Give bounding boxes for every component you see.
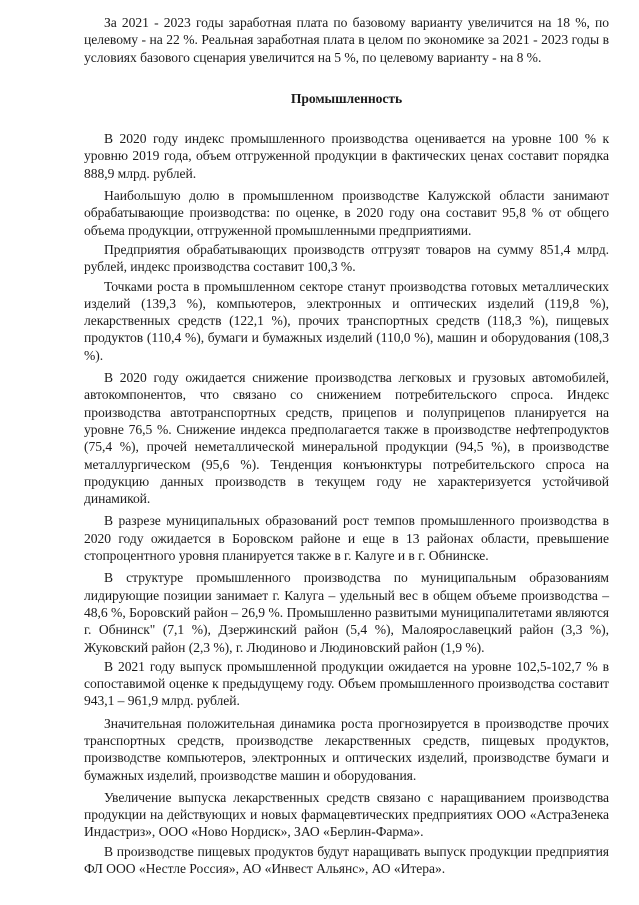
wage-paragraph: За 2021 - 2023 годы заработная плата по базовому варианту увеличится на 18 %, по целевому - на 22 %. Реальная заработная плата в целом по экономике за 2021 - 2023 годы в условиях базового сценария увеличится на 5 %, по целевому варианту - на 8 %. — [84, 15, 609, 65]
paragraph-manufacturing-shipments: Предприятия обрабатывающих производств отгрузят товаров на сумму 851,4 млрд. рублей, индекс производства составит 100,3 %. — [84, 241, 609, 275]
paragraph-positive-dynamics: Значительная положительная динамика роста прогнозируется в производстве прочих транспортных средств, производстве лекарственных средств, пищевых продуктов, производстве компьютеров, электронных и оптических изделий, производстве бумаги и бумажных изделий, производстве машин и оборудования. — [84, 715, 609, 783]
paragraph-municipal-structure: В структуре промышленного производства по муниципальным образованиям лидирующие позиции занимает г. Калуга – удельный вес в общем объеме производства – 48,6 %, Боровский район – 26,9 %. Промышленно развитыми муниципалитетами являются г. Обнинск" (7,1 %), Дзержинский район (5,4 %), Малоярославецкий район (3,3 %), Жуковский район (2,3 %), г. Людиново и Людиновский район (1,9 %). — [84, 570, 609, 655]
paragraph-manufacturing-share: Наибольшую долю в промышленном производстве Калужской области занимают обрабатывающие производства: по оценке, в 2020 году она составит 95,8 % от общего объема продукции, отгруженной промышленными предприятиями. — [84, 188, 609, 238]
paragraph-auto-decline: В 2020 году ожидается снижение производства легковых и грузовых автомобилей, автокомпонентов, что связано со снижением потребительского спроса. Индекс производства автотранспортных средств, прицепов и полуприцепов планируется на уровне 76,5 %. Снижение индекса предполагается также в производстве нефтепродуктов (75,4 %), прочей неметаллической минеральной продукции (94,5 %), в производстве металлургическом (95,6 %). Тенденция конъюнктуры потребительского спроса на продукцию данных производств в текущем году не характеризуется устойчивой динамикой. — [84, 370, 609, 507]
paragraph-industrial-index: В 2020 году индекс промышленного производства оценивается на уровне 100 % к уровню 2019 года, объем отгруженной продукции в фактических ценах составит порядка 888,9 млрд. рублей. — [84, 131, 609, 181]
section-title: Промышленность — [290, 90, 403, 106]
paragraph-2021-output: В 2021 году выпуск промышленной продукции ожидается на уровне 102,5-102,7 % в сопоставимой оценке к предыдущему году. Объем промышленного производства составит 943,1 – 961,9 млрд. рублей. — [84, 658, 609, 709]
paragraph-food: В производстве пищевых продуктов будут наращивать выпуск продукции предприятия ФЛ ООО «Нестле Россия», АО «Инвест Альянс», АО «Итера». — [84, 843, 609, 877]
paragraph-municipal-growth: В разрезе муниципальных образований рост темпов промышленного производства в 2020 году ожидается в Боровском районе и еще в 13 районах области, превышение стопроцентного уровня планируется также в г. Калуге и в г. Обнинске. — [84, 513, 609, 564]
paragraph-growth-points: Точками роста в промышленном секторе станут производства готовых металлических изделий (139,3 %), компьютеров, электронных и оптических изделий (119,8 %), лекарственных средств (122,1 %), прочих транспортных средств (118,3 %), пищевых продуктов (110,4 %), бумаги и бумажных изделий (110,0 %), машин и оборудования (108,3 %). — [84, 278, 609, 363]
paragraph-pharma: Увеличение выпуска лекарственных средств связано с наращиванием производства продукции на действующих и новых фармацевтических предприятиях ООО «АстраЗенека Индастриз», ООО «Ново Нордиск», ЗАО «Берлин-Фарма». — [84, 789, 609, 840]
